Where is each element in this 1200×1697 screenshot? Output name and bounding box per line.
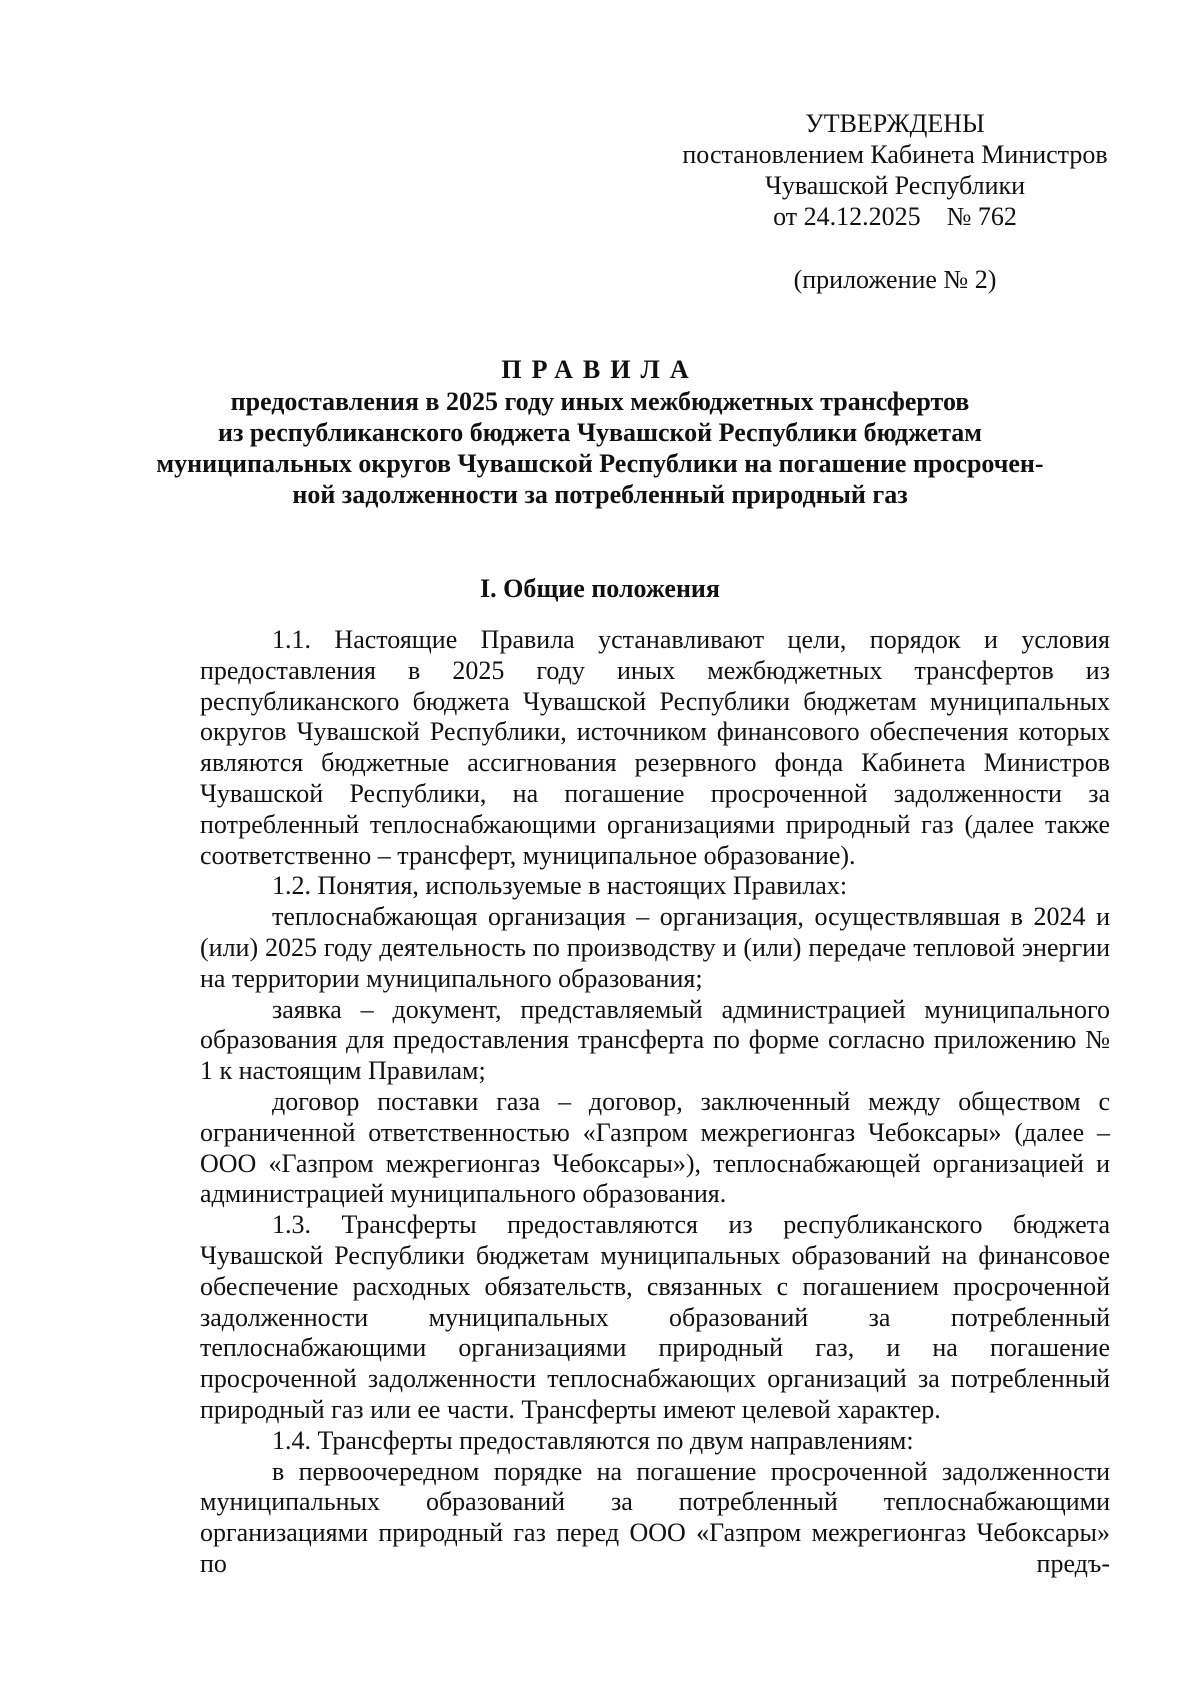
paragraph-1-1: 1.1. Настоящие Правила устанавливают цели, порядок и условия предоставления в 2025 году иных межбюджетных трансфертов из республиканского бюджета Чувашской Республики бюджетам муниципальных округов Чувашской Республики, источником финансового обеспечения которых являются бюджетные ассигнования резервного фонда Кабинета Министров Чувашской Республики, на погашение просроченной задолженности за потребленный теплоснабжающими организациями природный газ (далее также соответственно – трансферт, муниципальное образование). — [200, 625, 1110, 870]
paragraph-1-3: 1.3. Трансферты предоставляются из республиканского бюджета Чувашской Республики бюджетам муниципальных образований на финансовое обеспечение расходных обязательств, связанных с погашением просроченной задолженности муниципальных образований за потребленный теплоснабжающими организациями природный газ, и на погашение просроченной задолженности теплоснабжающих организаций за потребленный природный газ или ее части. Трансферты имеют целевой характер. — [200, 1210, 1110, 1424]
approval-title: УТВЕРЖДЕНЫ — [805, 109, 985, 138]
approval-decree: постановлением Кабинета Министров — [682, 140, 1108, 169]
subtitle-line: из республиканского бюджета Чувашской Республики бюджетам — [218, 418, 982, 447]
annex-label: (приложение № 2) — [793, 265, 997, 294]
paragraph-direction-1: в первоочередном порядке на погашение просроченной задолженности муниципальных образований за потребленный теплоснабжающими организациями природный газ перед ООО «Газпром межрегионгаз Чебоксары» по предъ- — [200, 1456, 1110, 1578]
section-heading: I. Общие положения — [480, 574, 720, 603]
document-body — [200, 625, 1110, 1580]
approval-stamp — [660, 108, 1130, 232]
subtitle-line: муниципальных округов Чувашской Республики на погашение просрочен- — [156, 449, 1044, 478]
paragraph-1-2: 1.2. Понятия, используемые в настоящих Правилах: — [272, 871, 848, 901]
paragraph-definition-gas-contract: договор поставки газа – договор, заключенный между обществом с ограниченной ответственностью «Газпром межрегионгаз Чебоксары» (далее – ООО «Газпром межрегионгаз Чебоксары»), теплоснабжающей организацией и администрацией муниципального образования. — [200, 1086, 1110, 1209]
title-heading: ПРАВИЛА — [501, 355, 699, 384]
approval-republic: Чувашской Республики — [764, 171, 1026, 200]
paragraph-1-4: 1.4. Трансферты предоставляются по двум направлениям: — [272, 1425, 914, 1455]
paragraph-definition-heat-supply: теплоснабжающая организация – организация, осуществлявшая в 2024 и (или) 2025 году деятельность по производству и (или) передаче тепловой энергии на территории муниципального образования; — [200, 902, 1110, 993]
subtitle-line: предоставления в 2025 году иных межбюджетных трансфертов — [230, 387, 970, 416]
approval-date-number: от 24.12.2025 № 762 — [773, 202, 1017, 231]
subtitle-line: ной задолженности за потребленный природный газ — [292, 480, 908, 509]
document-title — [150, 354, 1050, 510]
paragraph-definition-application: заявка – документ, представляемый администрацией муниципального образования для предоставления трансферта по форме согласно приложению № 1 к настоящим Правилам; — [200, 994, 1110, 1086]
title-subtitle — [150, 386, 1050, 510]
